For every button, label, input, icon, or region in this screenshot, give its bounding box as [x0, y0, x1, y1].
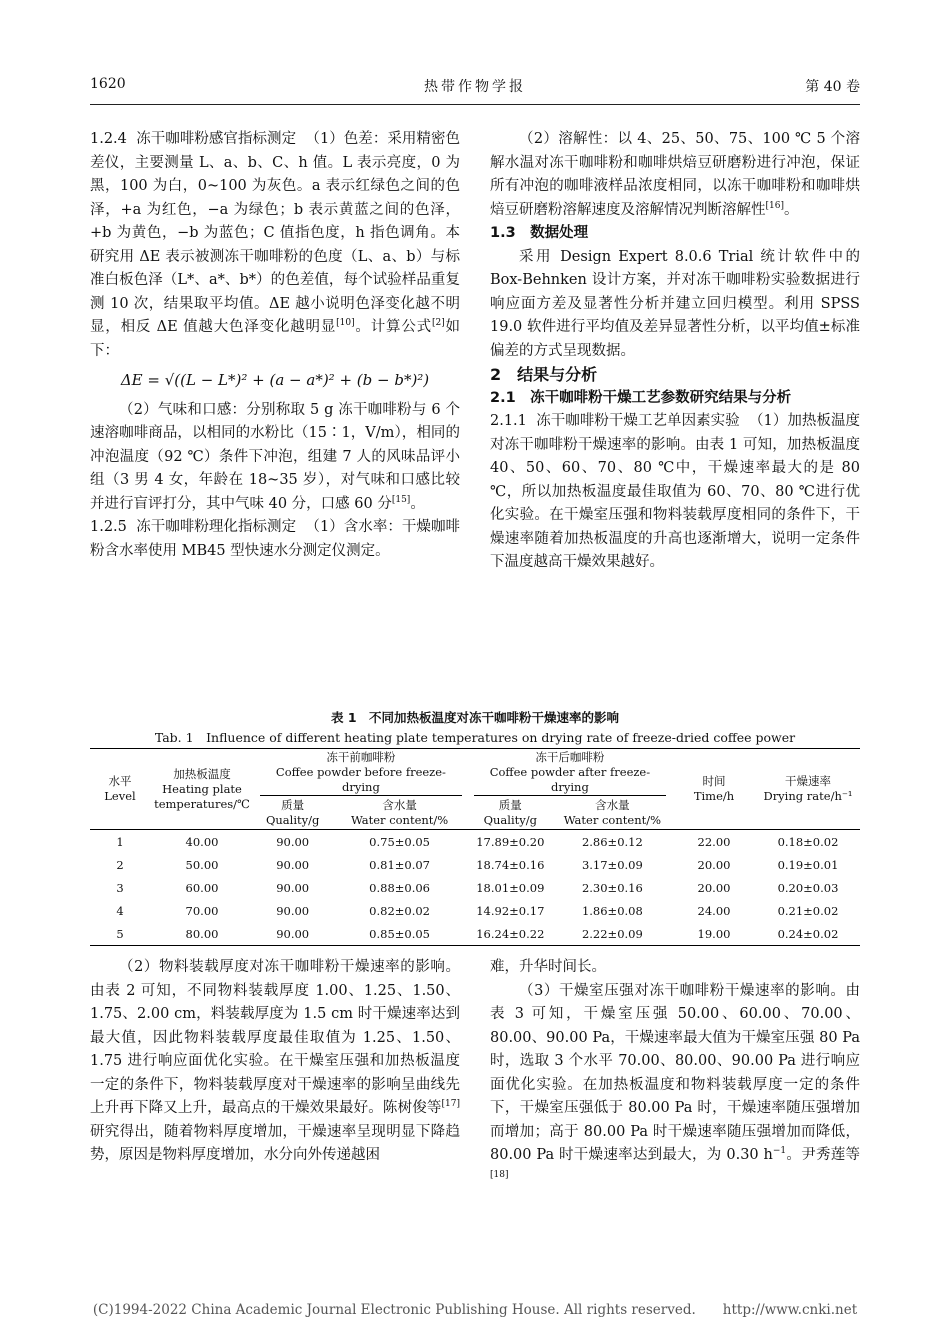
citation: [18] [490, 1169, 509, 1180]
table-row [90, 899, 860, 922]
table-cell: 17.89±0.20 [468, 830, 553, 854]
table-cell: 0.20±0.03 [777, 880, 839, 895]
volume-label: 第 40 卷 [805, 79, 860, 95]
section-title: 冻干咖啡粉干燥工艺单因素实验 [536, 413, 740, 429]
col-water-after: 含水量 Water content/% [553, 797, 672, 830]
citation: [17] [441, 1099, 460, 1110]
left-column-top [90, 128, 460, 563]
table-cell: 0.82±0.02 [369, 903, 431, 918]
table-cell: 3.17±0.09 [581, 857, 643, 872]
table-cell: 5 [90, 922, 150, 946]
table-row [90, 853, 860, 876]
table-cell: 19.00 [672, 922, 756, 946]
col-water-before: 含水量 Water content/% [331, 797, 468, 830]
citation: [2] [431, 318, 445, 329]
col-time: 时间 Time/h [672, 749, 756, 830]
table-row [90, 922, 860, 946]
table-cell: 40.00 [150, 830, 254, 854]
table-cell: 20.00 [697, 880, 731, 895]
section-title: 冻干咖啡粉感官指标测定 [136, 131, 297, 147]
table-row [90, 876, 860, 899]
table-cell: 2.22±0.09 [553, 922, 672, 946]
citation: [10] [336, 318, 355, 329]
table-cell: 16.24±0.22 [468, 922, 553, 946]
table-cell: 90.00 [276, 880, 310, 895]
col-temperature: 加热板温度 Heating plate temperatures/℃ [150, 749, 254, 830]
section-2-1-heading: 2.1 冻干咖啡粉干燥工艺参数研究结果与分析 [490, 389, 792, 406]
table-caption-cn: 表 1 不同加热板温度对冻干咖啡粉干燥速率的影响 [330, 710, 620, 725]
copyright-footer: (C)1994-2022 China Academic Journal Electronic Publishing House. All rights reserved. http://www.cnki.net [92, 1302, 858, 1318]
table-body [90, 830, 860, 946]
journal-title: 热带作物学报 [424, 79, 526, 95]
col-quality-after: 质量 Quality/g [468, 797, 553, 830]
col-quality-before: 质量 Quality/g [254, 797, 331, 830]
right-column-bottom [490, 956, 860, 1191]
table-1 [90, 748, 860, 946]
table-cell: 20.00 [697, 857, 731, 872]
table-cell: 50.00 [185, 857, 219, 872]
table-cell: 0.85±0.05 [331, 922, 468, 946]
table-cell: 90.00 [254, 830, 331, 854]
table-cell: 80.00 [150, 922, 254, 946]
col-level: 水平 Level [90, 749, 150, 830]
table-cell: 22.00 [672, 830, 756, 854]
section-title: 冻干咖啡粉理化指标测定 [136, 519, 297, 535]
table-caption-en: Tab. 1 Influence of different heating plate temperatures on drying rate of freeze-dried coffee power [154, 730, 796, 745]
paragraph-loading-thickness: （2）物料装载厚度对冻干咖啡粉干燥速率的影响。由表 2 可知，不同物料装载厚度 1.00、1.25、1.50、1.75、2.00 cm，料装载厚度为 1.5 cm 时干燥速率达到最大值，因此物料装载厚度最佳取值为 1.25、1.50、1.75 进行响应面优化实验。在干燥室压强和加热板温度一定的条件下，物料装载厚度对干燥速率的影响呈曲线先上升再下降又上升，最高点的干燥效果最好。陈树俊等[17]研究得出，随着物料厚度增加，干燥速率呈现明显下降趋势，原因是物料厚度增加，水分向外传递越困 [90, 959, 460, 1163]
table-cell: 2.86±0.12 [553, 830, 672, 854]
table-cell: 3 [116, 880, 124, 895]
left-column-bottom [90, 956, 460, 1168]
section-2-heading: 2 结果与分析 [490, 365, 598, 384]
table-cell: 2 [116, 857, 124, 872]
table-cell: 0.81±0.07 [369, 857, 431, 872]
paragraph-aroma-taste: （2）气味和口感：分别称取 5 g 冻干咖啡粉与 6 个速溶咖啡商品，以相同的水粉比（15∶1，V/m），相同的冲泡温度（92 ℃）条件下冲泡，组建 7 人的风味品评小组（3 男 4 女，年龄在 18~35 岁），对气味和口感比较并进行盲评打分，其中气味 40 分，口感 60 分[15]。 [90, 401, 460, 512]
table-cell: 90.00 [254, 922, 331, 946]
paragraph-solubility: （2）溶解性：以 4、25、50、75、100 ℃ 5 个溶解水温对冻干咖啡粉和咖啡烘焙豆研磨粉进行冲泡，保证所有冲泡的咖啡液样品浓度相同，以冻干咖啡粉和咖啡烘焙豆研磨粉溶解速度及溶解情况判断溶解性[16]。 [490, 131, 860, 218]
table-cell: 18.74±0.16 [476, 857, 545, 872]
table-cell: 0.21±0.02 [777, 903, 839, 918]
table-cell: 0.19±0.01 [777, 857, 839, 872]
table-cell: 0.18±0.02 [756, 830, 860, 854]
table-cell: 24.00 [697, 903, 731, 918]
col-group-after: 冻干后咖啡粉 Coffee powder after freeze-drying [468, 749, 672, 798]
table-cell: 18.01±0.09 [476, 880, 545, 895]
section-2-1-1: 2.1.1 冻干咖啡粉干燥工艺单因素实验 （1）加热板温度对冻干咖啡粉干燥速率的影响。由表 1 可知，加热板温度 40、50、60、70、80 ℃中，干燥速率最大的是 80 ℃，所以加热板温度最佳取值为 60、70、80 ℃进行优化实验。在干燥室压强和物料装载厚度相同的条件下，干燥速率随着加热板温度的升高也逐渐增大，说明一定条件下温度越高干燥效果越好。 [490, 413, 860, 570]
color-difference-formula: ΔE = √((L − L*)² + (a − a*)² + (b − b*)²) [120, 371, 430, 389]
section-1-3-heading: 1.3 数据处理 [490, 225, 589, 241]
section-1-2-4: 1.2.4 冻干咖啡粉感官指标测定 （1）色差：采用精密色差仪，主要测量 L、a、b、C、h 值。L 表示亮度，0 为黑，100 为白，0~100 为灰色。a 表示红绿色之间的色泽，+a 为红色，−a 为绿色；b 表示黄蓝之间的色泽，+b 为黄色，−b 为蓝色；C 值指色度，h 指色调角。本研究用 ΔE 表示被测冻干咖啡粉的色度（L、a、b）与标准白板色泽（L*、a*、b*）的色差值，每个试验样品重复测 10 次，结果取平均值。ΔE 越小说明色泽变化越不明显，相反 ΔE 值越大色泽变化越明显[10]。计算公式[2]如下： [90, 131, 461, 359]
citation: [15] [391, 494, 411, 505]
table-cell: 60.00 [185, 880, 219, 895]
table-cell: 2.30±0.16 [581, 880, 643, 895]
table-cell: 90.00 [276, 857, 310, 872]
table-cell: 0.88±0.06 [369, 880, 431, 895]
col-rate: 干燥速率 Drying rate/h⁻¹ [756, 749, 860, 830]
table-row [90, 830, 860, 854]
col-group-before: 冻干前咖啡粉 Coffee powder before freeze-drying [254, 749, 468, 798]
table-cell: 70.00 [185, 903, 219, 918]
right-column-top [490, 128, 860, 575]
table-cell: 1 [90, 830, 150, 854]
table-cell: 4 [116, 903, 124, 918]
table-cell: 0.75±0.05 [331, 830, 468, 854]
table-cell: 14.92±0.17 [476, 903, 545, 918]
page-number: 1620 [90, 76, 126, 92]
paragraph-data-processing: 采用 Design Expert 8.0.6 Trial 统计软件中的 Box-Behnken 设计方案，并对冻干咖啡粉实验数据进行响应面方差及显著性分析并建立回归模型。利用 SPSS 19.0 软件进行平均值及差异显著性分析，以平均值±标准偏差的方式呈现数据。 [490, 248, 860, 359]
table-cell: 1.86±0.08 [581, 903, 643, 918]
header-rule [90, 104, 860, 105]
section-1-2-5: 1.2.5 冻干咖啡粉理化指标测定 （1）含水率：干燥咖啡粉含水率使用 MB45 型快速水分测定仪测定。 [90, 519, 460, 559]
running-header [90, 76, 860, 102]
paragraph-chamber-pressure: （3）干燥室压强对冻干咖啡粉干燥速率的影响。由表 3 可知，干燥室压强 50.00、60.00、70.00、80.00、90.00 Pa，干燥速率最大值为干燥室压强 80 Pa 时，选取 3 个水平 70.00、80.00、90.00 Pa 进行响应面优化实验。在加热板温度和物料装载厚度一定的条件下，干燥室压强低于 80.00 Pa 时，干燥速率随压强增加而增加；高于 80.00 Pa 时干燥速率随压强增加而降低，80.00 Pa 时干燥速率达到最大，为 0.30 $h^{-1}$。尹秀莲等[18] [490, 982, 861, 1180]
paragraph-continuation: 难，升华时间长。 [490, 959, 606, 975]
table-cell: 0.24±0.02 [756, 922, 860, 946]
citation: [16] [765, 200, 784, 211]
table-cell: 90.00 [276, 903, 310, 918]
